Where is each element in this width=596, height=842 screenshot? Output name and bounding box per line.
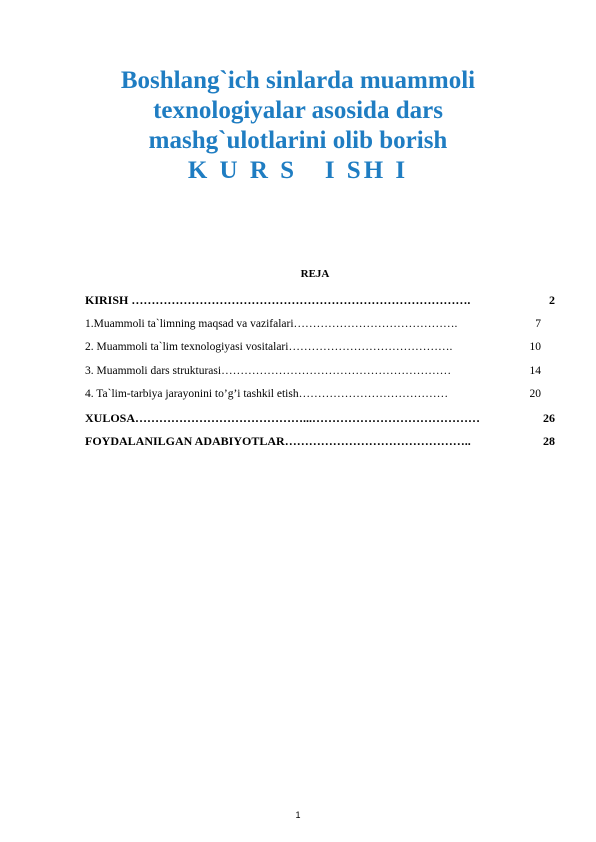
toc-page-number: 28	[543, 434, 555, 448]
toc-entry-1[interactable]	[85, 315, 555, 339]
title-line-1: Boshlang`ich sinlarda muammoli	[120, 67, 476, 94]
page-number: 1	[295, 810, 301, 820]
toc-entry-label: 2. Muammoli ta`lim texnologiyasi vositalari	[85, 341, 289, 353]
toc-leader-dots: ………………………………………………………………………….	[131, 293, 471, 307]
title-line-3: mashg`ulotlarini olib borish	[148, 127, 448, 154]
toc-entry-label: XULOSA	[85, 410, 136, 425]
title-line-2: texnologiyalar asosida dars	[153, 97, 443, 124]
toc-leader-dots: ……………………………………………………	[221, 364, 452, 377]
toc-entry-4[interactable]	[85, 385, 555, 409]
toc-entry-label: 4. Ta`lim-tarbiya jarayonini to’g’i tashkil etish	[85, 388, 299, 400]
toc-leader-dots: …………………………………….	[293, 317, 458, 330]
toc-page-number: 7	[534, 315, 541, 333]
toc-entry-adabiyotlar[interactable]	[85, 432, 555, 456]
toc-page-number: 10	[529, 338, 542, 356]
title-line-4: K U R S I SH I	[187, 157, 409, 184]
toc-entry-label: FOYDALANILGAN ADABIYOTLAR	[85, 434, 285, 448]
toc-entry-2[interactable]	[85, 338, 555, 362]
toc-leader-dots: …………………………………….	[288, 341, 453, 353]
toc-entry-label: 1.Muammoli ta`limning maqsad va vazifalari	[85, 317, 294, 330]
reja-heading: REJA	[300, 268, 330, 280]
toc-page-number: 26	[543, 410, 555, 425]
toc-page-number: 2	[549, 293, 555, 307]
toc-entry-label: KIRISH	[85, 293, 132, 307]
toc-leader-dots: ……………………………………...……………………………………	[135, 410, 481, 425]
toc-entry-3[interactable]	[85, 362, 555, 386]
toc-entry-xulosa[interactable]	[85, 409, 555, 433]
table-of-contents	[85, 291, 555, 456]
document-title	[0, 66, 596, 186]
toc-page-number: 20	[529, 385, 542, 403]
toc-entry-label: 3. Muammoli dars strukturasi	[85, 364, 222, 377]
toc-entry-kirish[interactable]	[85, 291, 555, 315]
toc-leader-dots: ………………………………………..	[284, 434, 471, 448]
toc-page-number: 14	[529, 362, 542, 380]
toc-leader-dots: …………………………………	[298, 388, 449, 400]
